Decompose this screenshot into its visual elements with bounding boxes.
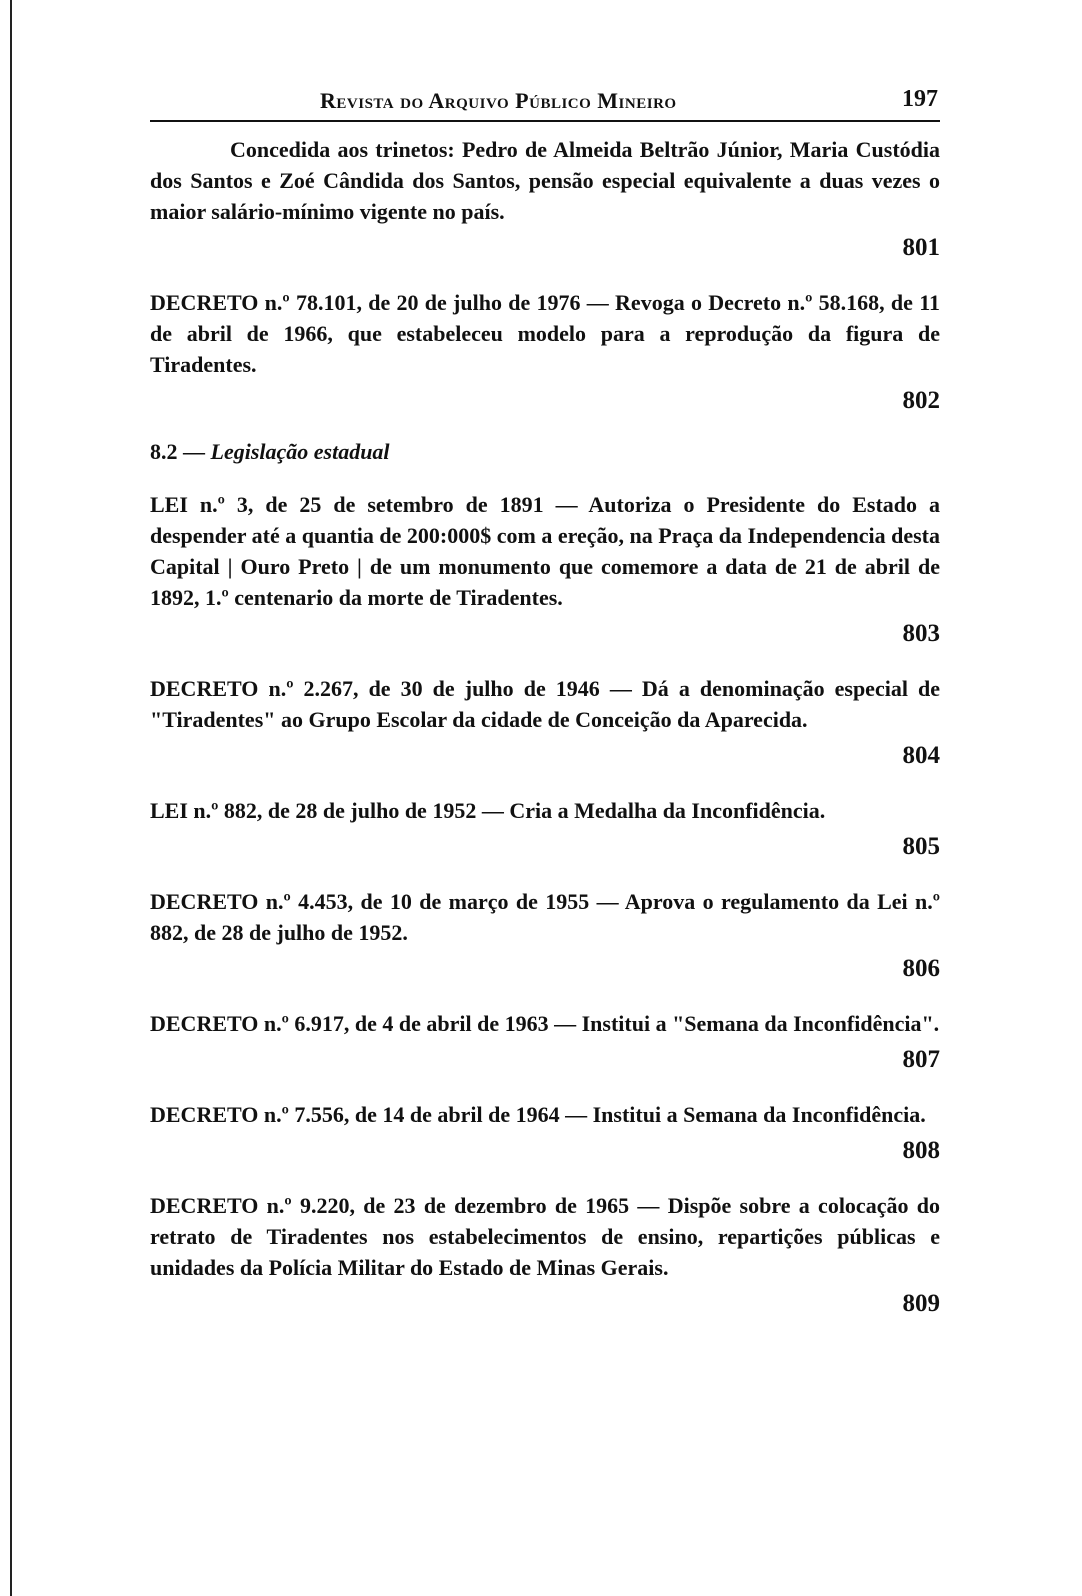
entry-801 xyxy=(150,134,940,263)
entry-802 xyxy=(150,287,940,416)
entry-number: 805 xyxy=(902,833,940,860)
entry-number: 801 xyxy=(902,234,940,261)
entry-806 xyxy=(150,886,940,984)
page-number: 197 xyxy=(902,86,938,112)
document-page xyxy=(150,80,940,1319)
entry-text: DECRETO n.º 9.220, de 23 de dezembro de 1965 — Dispõe sobre a colocação do retrato de Tiradentes nos estabelecimentos de ensino, repartições públicas e unidades da Polícia Militar do Estado de Minas Gerais. xyxy=(150,1193,940,1280)
entry-number: 806 xyxy=(902,955,940,982)
entry-number: 804 xyxy=(902,742,940,769)
journal-title: Revista do Arquivo Público Mineiro xyxy=(320,88,677,113)
entry-number: 809 xyxy=(902,1290,940,1317)
entry-804 xyxy=(150,673,940,771)
entry-text: DECRETO n.º 4.453, de 10 de março de 1955 — Aprova o regulamento da Lei n.º 882, de 28 de julho de 1952. xyxy=(150,889,940,945)
entry-text: DECRETO n.º 78.101, de 20 de julho de 1976 — Revoga o Decreto n.º 58.168, de 11 de abril de 1966, que estabeleceu modelo para a reprodução da figura de Tiradentes. xyxy=(150,290,940,377)
entry-number: 803 xyxy=(902,620,940,647)
entry-number: 802 xyxy=(902,387,940,414)
entry-text: Concedida aos trinetos: Pedro de Almeida Beltrão Júnior, Maria Custódia dos Santos e Zoé Cândida dos Santos, pensão especial equivalente a duas vezes o maior salário-mínimo vigente no país. xyxy=(150,137,940,224)
entry-808 xyxy=(150,1099,940,1166)
binding-edge xyxy=(0,0,12,1596)
entry-text: DECRETO n.º 2.267, de 30 de julho de 1946 — Dá a denominação especial de "Tiradentes" ao Grupo Escolar da cidade de Conceição da Aparecida. xyxy=(150,676,940,732)
section-number: 8.2 — xyxy=(150,439,205,464)
section-title: Legislação estadual xyxy=(210,439,390,464)
entry-text: DECRETO n.º 7.556, de 14 de abril de 1964 — Institui a Semana da Inconfidência. xyxy=(150,1102,926,1127)
entry-807 xyxy=(150,1008,940,1075)
entry-809 xyxy=(150,1190,940,1319)
entry-text: LEI n.º 3, de 25 de setembro de 1891 — Autoriza o Presidente do Estado a despender até a quantia de 200:000$ com a ereção, na Praça da Independencia desta Capital | Ouro Preto | de um monumento que comemore a data de 21 de abril de 1892, 1.º centenario da morte de Tiradentes. xyxy=(150,492,940,610)
entry-number: 807 xyxy=(902,1046,940,1073)
entry-text: LEI n.º 882, de 28 de julho de 1952 — Cria a Medalha da Inconfidência. xyxy=(150,798,826,823)
entry-text: DECRETO n.º 6.917, de 4 de abril de 1963 — Institui a "Semana da Inconfidência". xyxy=(150,1011,940,1036)
section-heading xyxy=(150,436,940,467)
entry-number: 808 xyxy=(902,1137,940,1164)
running-header xyxy=(150,80,940,122)
entry-805 xyxy=(150,795,940,862)
entry-803 xyxy=(150,489,940,649)
